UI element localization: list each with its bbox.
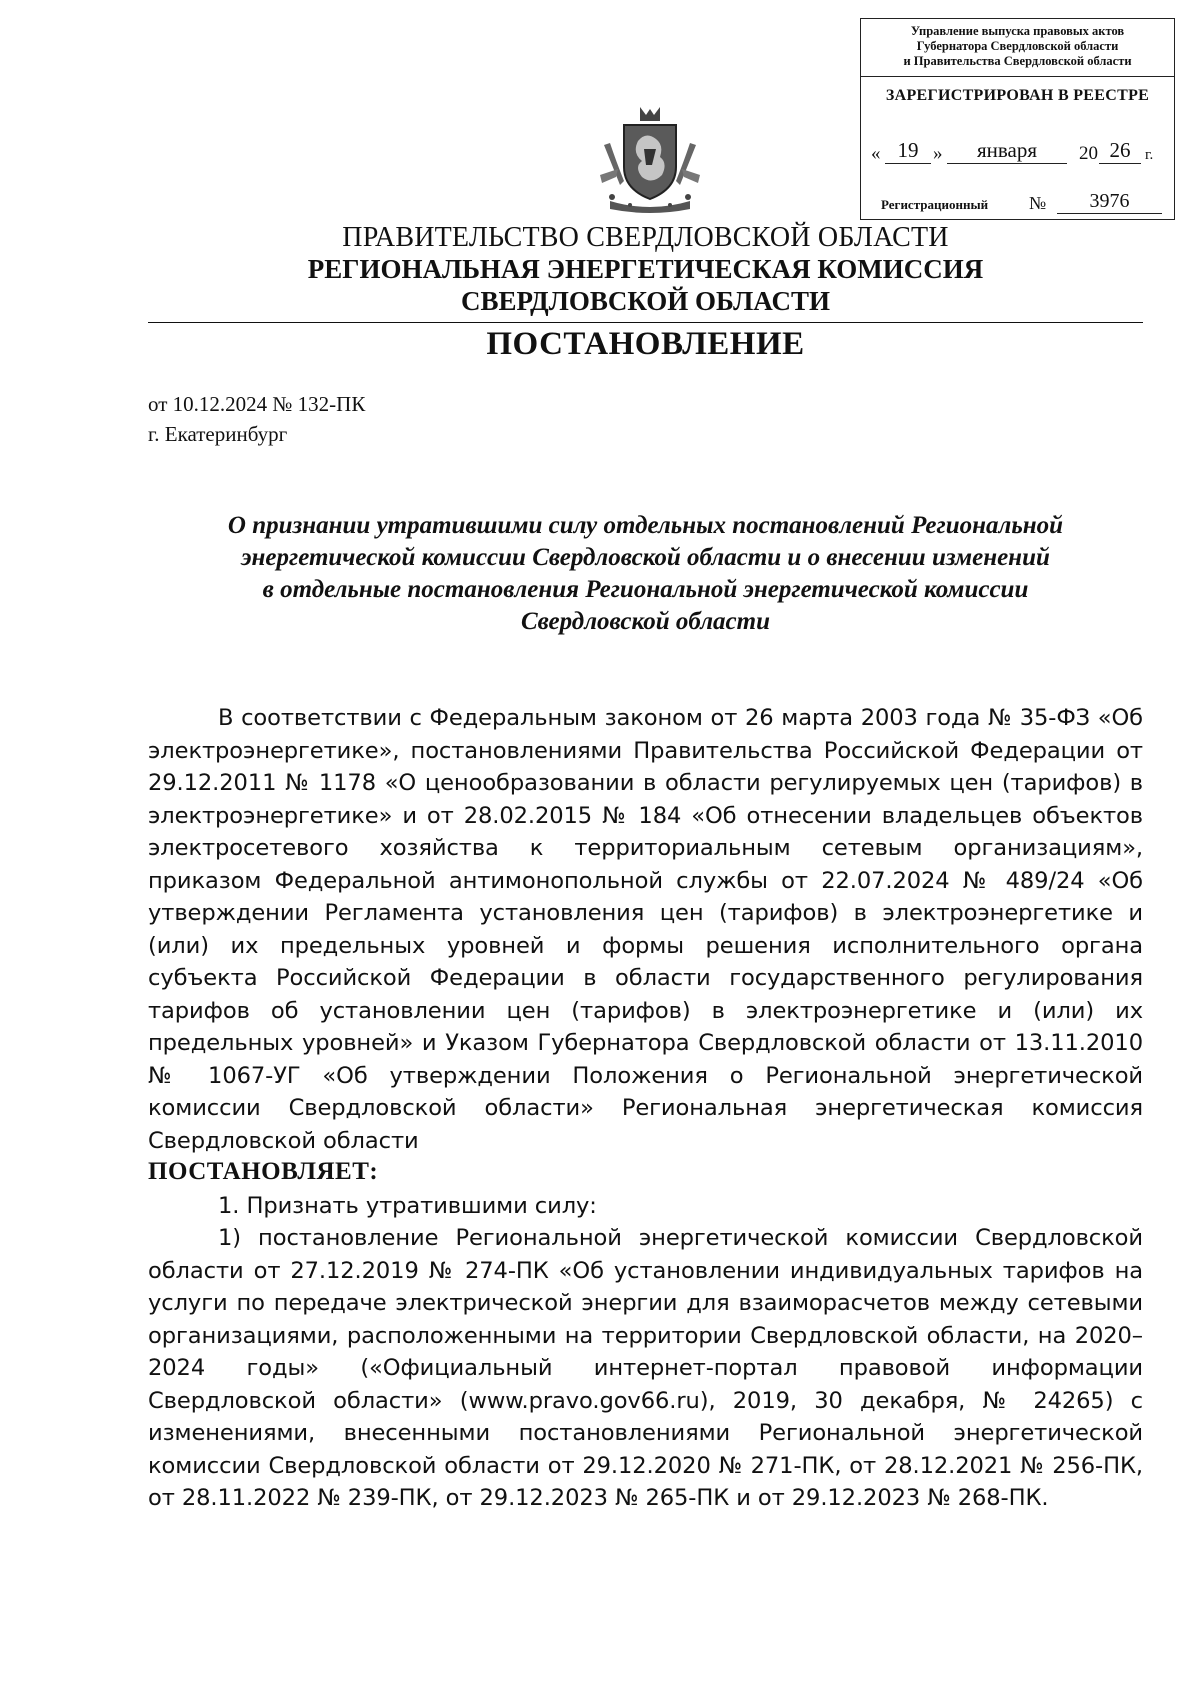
stamp-header: [861, 19, 1174, 77]
stamp-day: 19: [885, 137, 931, 164]
title-line: энергетической комиссии Свердловской области и о внесении изменений: [241, 544, 1050, 571]
coat-of-arms-icon: [590, 105, 710, 215]
stamp-quote-close: »: [933, 143, 943, 164]
subitem-1: [148, 1222, 1143, 1515]
document-title: [148, 510, 1143, 638]
item-1: [148, 1190, 1143, 1223]
title-line: в отдельные постановления Региональной энергетической комиссии: [262, 576, 1029, 603]
stamp-header-line: и Правительства Свердловской области: [903, 54, 1132, 68]
stamp-reg-no-sign: №: [1029, 193, 1047, 213]
stamp-year-suffix: 26: [1099, 137, 1141, 164]
stamp-year-prefix: 20: [1079, 143, 1098, 164]
stamp-registration-number: [881, 189, 1166, 217]
stamp-header-line: Губернатора Свердловской области: [916, 39, 1119, 53]
subitem-1-text: 1) постановление Региональной энергетической комиссии Свердловской области от 27.12.2019 № 274-ПК «Об установлении индивидуальных тарифов на услуги по передаче электрической энергии для взаиморасчетов между сетевыми организациями, расположенными на территории Свердловской области, на 2020–2024 годы» («Официальный интернет-портал правовой информации Свердловской области» (www.pravo.gov66.ru), 2019, 30 декабря, № 24265) с изменениями, внесенными постановлениями Региональной энергетической комиссии Свердловской области от 29.12.2020 № 271-ПК, от 28.12.2021 № 256-ПК, от 28.11.2022 № 239-ПК, от 29.12.2023 № 265-ПК и от 29.12.2023 № 268-ПК.: [148, 1225, 1143, 1511]
header-divider: [148, 322, 1143, 323]
document-city: г. Екатеринбург: [148, 422, 288, 446]
stamp-reg-number: 3976: [1057, 189, 1162, 214]
item-1-text: 1. Признать утратившими силу:: [218, 1193, 597, 1219]
stamp-month: января: [947, 137, 1067, 164]
stamp-quote-open: «: [871, 143, 881, 164]
title-line: Свердловской области: [521, 608, 770, 635]
stamp-header-line: Управление выпуска правовых актов: [910, 24, 1125, 38]
stamp-registered-label: ЗАРЕГИСТРИРОВАН В РЕЕСТРЕ: [885, 87, 1150, 104]
registration-stamp: [860, 18, 1175, 220]
decrees-heading: ПОСТАНОВЛЯЕТ:: [148, 1158, 379, 1185]
preamble-text: В соответствии с Федеральным законом от 26 марта 2003 года № 35-ФЗ «Об электроэнергетике», постановлениями Правительства Российской Федерации от 29.12.2011 № 1178 «О ценообразовании в области регулируемых цен (тарифов) в электроэнергетике» и от 28.02.2015 № 184 «Об отнесении владельцев объектов электросетевого хозяйства к территориальным сетевым организациям», приказом Федеральной антимонопольной службы от 22.07.2024 № 489/24 «Об утверждении Регламента установления цен (тарифов) в электроэнергетике и (или) их предельных уровней и формы решения исполнительного органа субъекта Российской Федерации в области государственного регулирования тарифов об установлении цен (тарифов) в электроэнергетике и (или) их предельных уровней» и Указом Губернатора Свердловской области от 13.11.2010 № 1067-УГ «Об утверждении Положения о Региональной энергетической комиссии Свердловской области» Региональная энергетическая комиссия Свердловской области: [148, 705, 1143, 1154]
commission-title: РЕГИОНАЛЬНАЯ ЭНЕРГЕТИЧЕСКАЯ КОМИССИЯ: [307, 254, 984, 284]
preamble-paragraph: [148, 702, 1143, 1157]
stamp-date: [871, 137, 1166, 167]
stamp-reg-label: Регистрационный: [881, 197, 989, 212]
title-line: О признании утратившими силу отдельных постановлений Региональной: [227, 512, 1064, 539]
region-title: СВЕРДЛОВСКОЙ ОБЛАСТИ: [461, 286, 830, 316]
document-type: ПОСТАНОВЛЕНИЕ: [486, 326, 805, 362]
stamp-year-mark: г.: [1145, 147, 1154, 163]
document-date-number: от 10.12.2024 № 132-ПК: [148, 392, 366, 416]
government-title: ПРАВИТЕЛЬСТВО СВЕРДЛОВСКОЙ ОБЛАСТИ: [342, 222, 949, 253]
